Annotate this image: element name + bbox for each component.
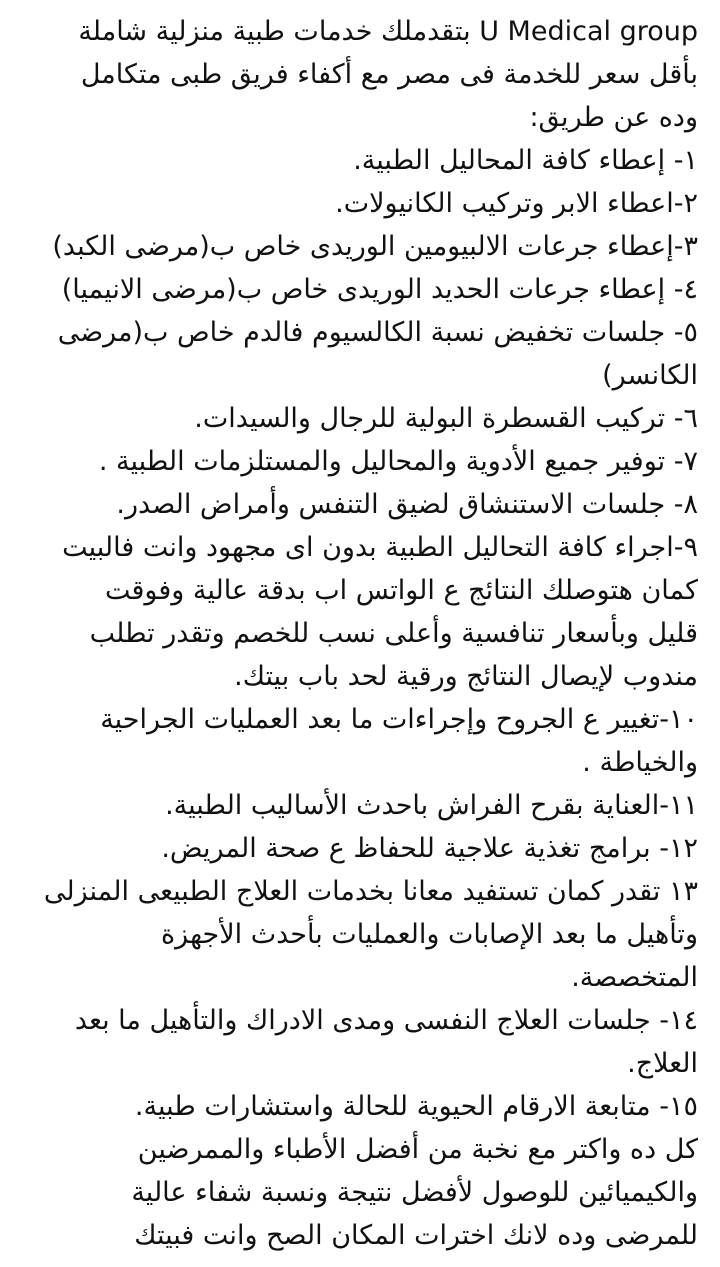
list-item: ١٥- متابعة الارقام الحيوية للحالة واستشارات طبية.: [134, 1091, 698, 1122]
list-item: ٧- توفير جميع الأدوية والمحاليل والمستلزمات الطبية .: [98, 446, 698, 477]
text-line: للمرضى وده لانك اخترات المكان الصح وانت فبيتك: [134, 1220, 698, 1251]
list-item: ١٠-تغيير ع الجروح وإجراءات ما بعد العمليات الجراحية: [100, 704, 698, 735]
text-line: U Medical group بتقدملك خدمات طبية منزلية شاملة: [78, 16, 698, 47]
text-line: مندوب لإيصال النتائج ورقية لحد باب بيتك.: [234, 661, 698, 692]
text-line: وتأهيل ما بعد الإصابات والعمليات بأحدث الأجهزة: [161, 919, 698, 950]
text-line: قليل وبأسعار تنافسية وأعلى نسب للخصم وتقدر تطلب: [89, 618, 698, 649]
text-line: المتخصصة.: [571, 962, 698, 993]
text-line: والكيميائين للوصول لأفضل نتيجة ونسبة شفاء عالية: [131, 1177, 698, 1208]
text-line: كل ده واكتر مع نخبة من أفضل الأطباء والممرضين: [137, 1134, 698, 1165]
text-line: كمان هتوصلك النتائج ع الواتس اب بدقة عالية وفوقت: [104, 575, 698, 606]
text-line: بأقل سعر للخدمة فى مصر مع أكفاء فريق طبى متكامل: [80, 59, 698, 90]
list-item: ١١-العناية بقرح الفراش باحدث الأساليب الطبية.: [165, 790, 698, 821]
list-item: ٥- جلسات تخفيض نسبة الكالسيوم فالدم خاص ب(مرضى: [57, 317, 698, 348]
text-line: وده عن طريق:: [529, 102, 698, 133]
text-line: العلاج.: [627, 1048, 698, 1079]
list-item: ٢-اعطاء الابر وتركيب الكانيولات.: [335, 188, 698, 219]
text-line: الكانسر): [602, 360, 698, 391]
list-item: ١- إعطاء كافة المحاليل الطبية.: [353, 145, 698, 176]
list-item: ٤- إعطاء جرعات الحديد الوريدى خاص ب(مرضى الانيميا): [61, 274, 698, 305]
list-item: ٣-إعطاء جرعات الالبيومين الوريدى خاص ب(مرضى الكبد): [52, 231, 698, 262]
list-item: ١٢- برامج تغذية علاجية للحفاظ ع صحة المريض.: [161, 833, 698, 864]
list-item: ١٣ تقدر كمان تستفيد معانا بخدمات العلاج الطبيعى المنزلى: [43, 876, 698, 907]
list-item: ٩-اجراء كافة التحاليل الطبية بدون اى مجهود وانت فالبيت: [62, 532, 698, 563]
list-item: ٦- تركيب القسطرة البولية للرجال والسيدات.: [194, 403, 698, 434]
list-item: ١٤- جلسات العلاج النفسى ومدى الادراك والتأهيل ما بعد: [74, 1005, 698, 1036]
list-item: ٨- جلسات الاستنشاق لضيق التنفس وأمراض الصدر.: [116, 489, 698, 520]
text-line: والخياطة .: [582, 747, 698, 778]
